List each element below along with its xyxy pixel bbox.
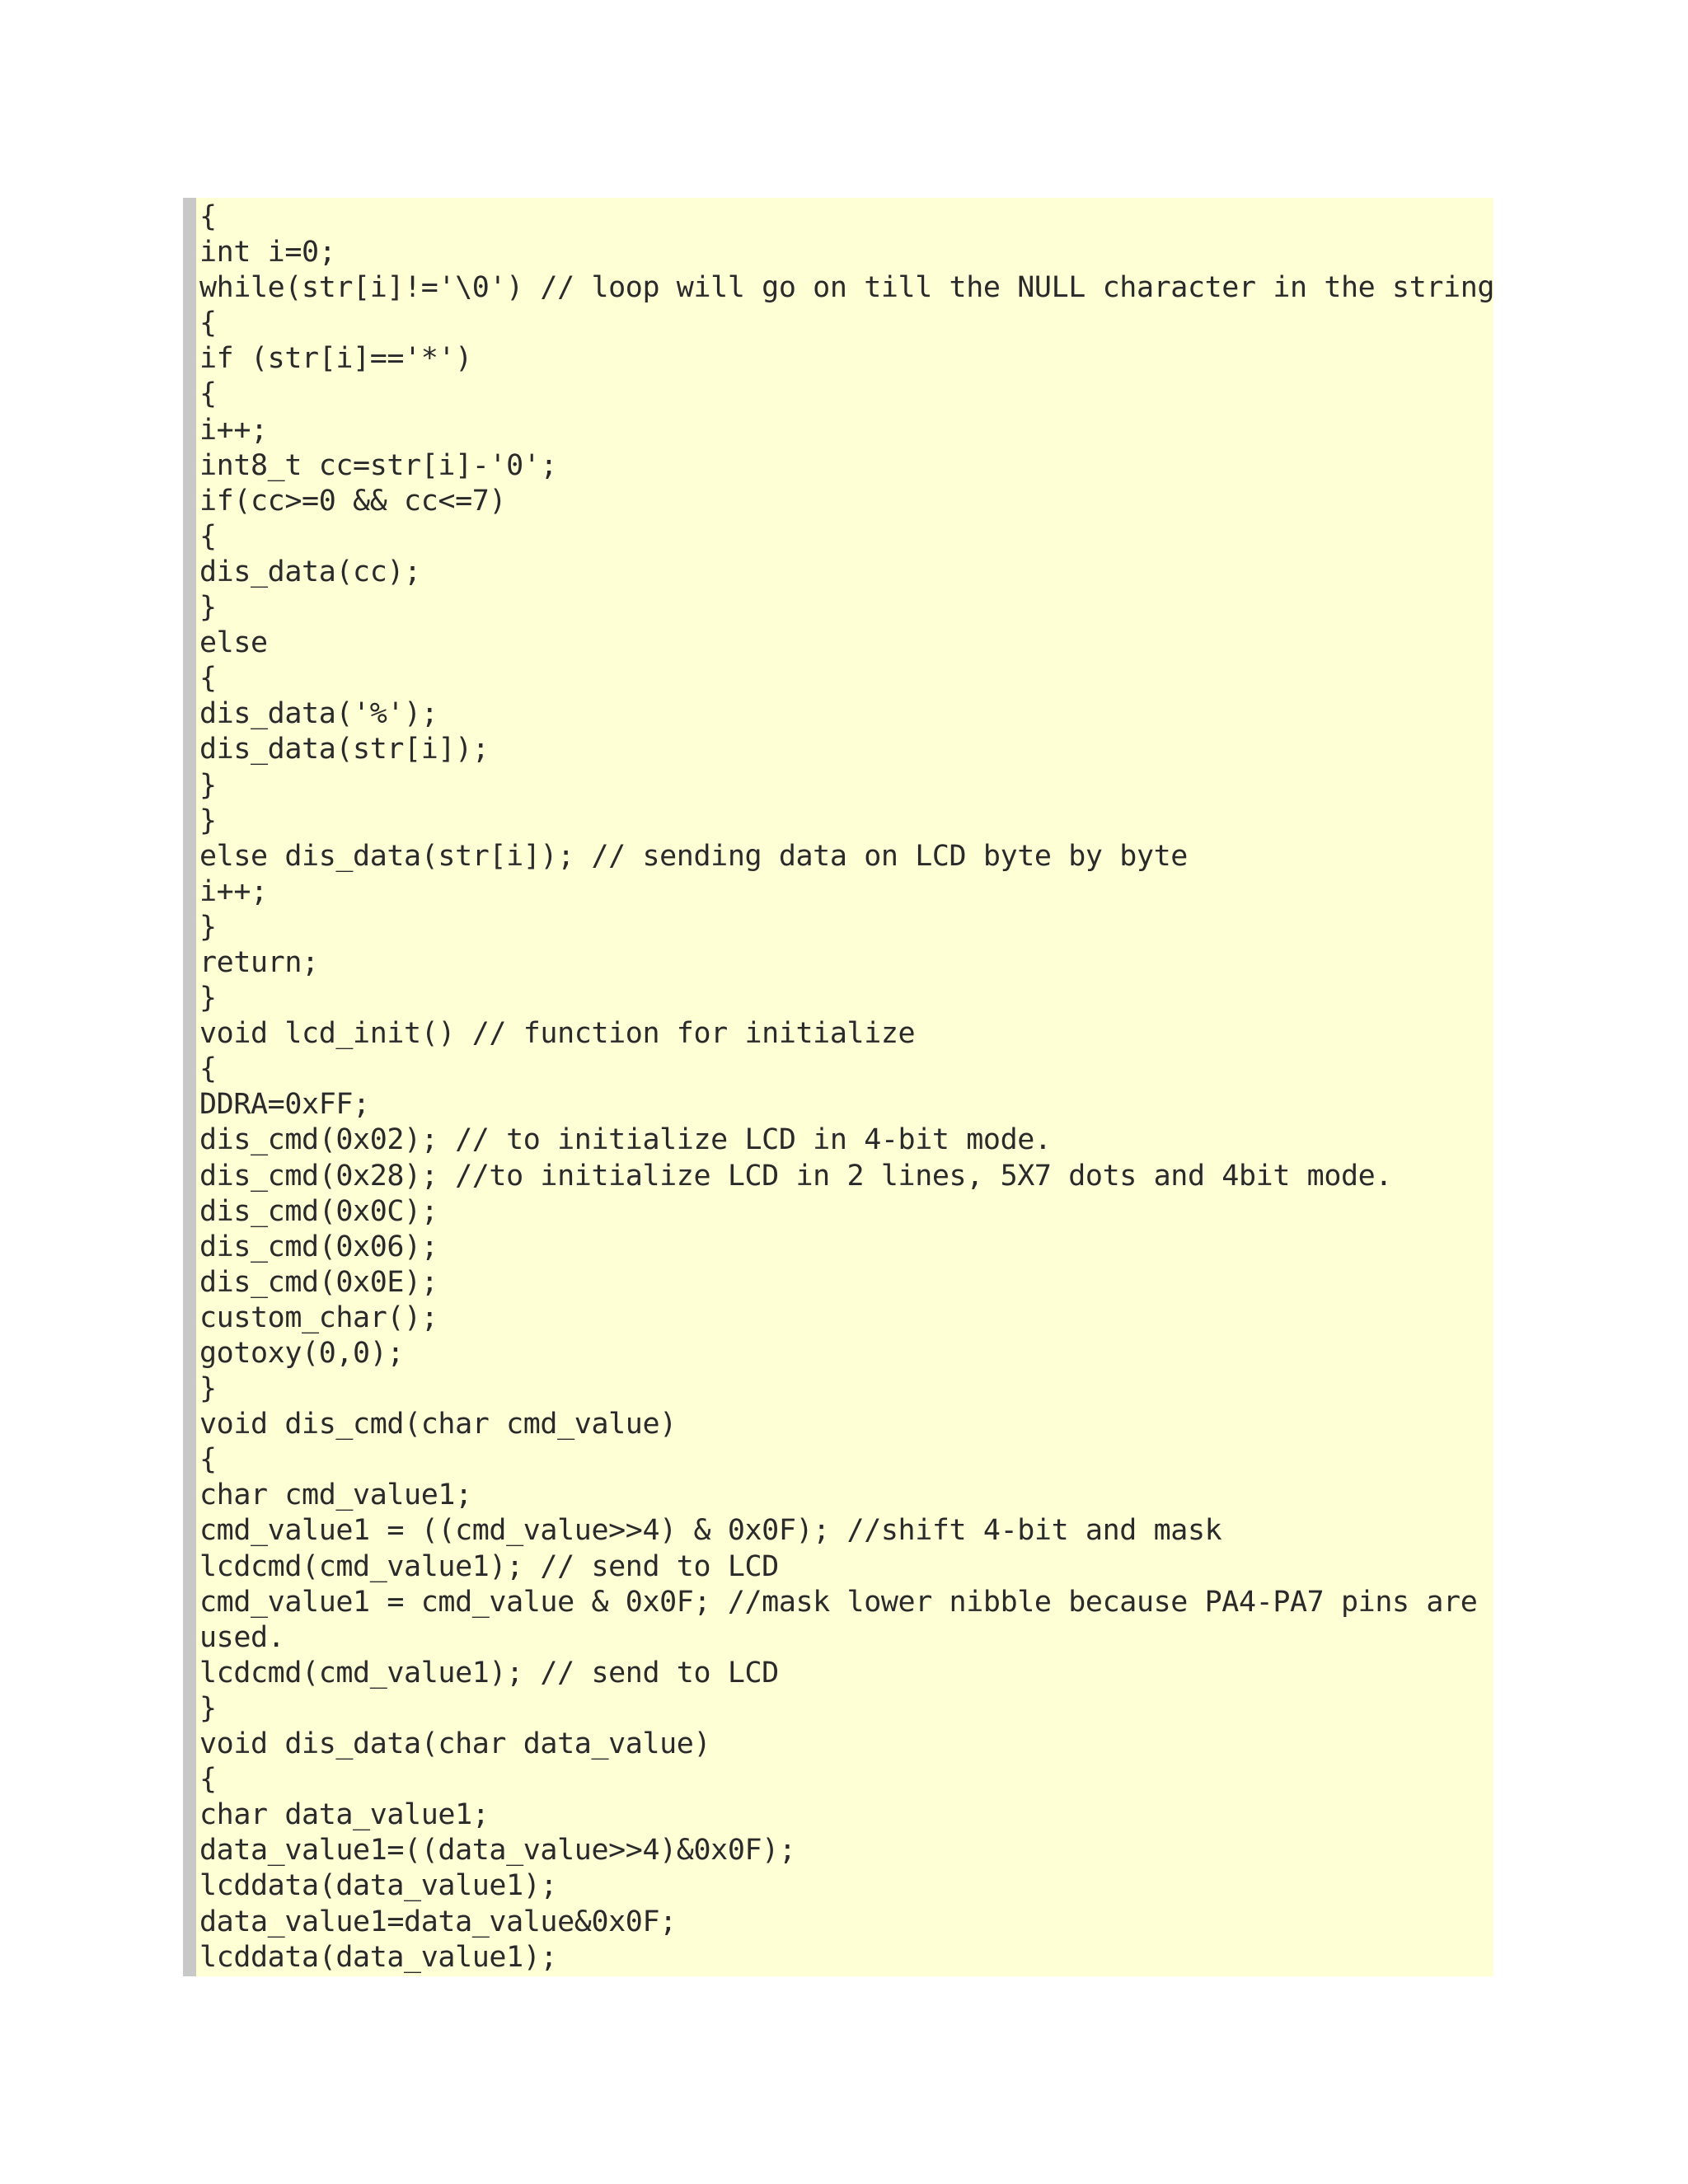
code-block xyxy=(183,198,1493,1976)
code-line: { xyxy=(199,1443,217,1477)
code-line: DDRA=0xFF; xyxy=(199,1088,370,1122)
code-line: lcdcmd(cmd_value1); // send to LCD xyxy=(199,1549,779,1583)
code-line: custom_char(); xyxy=(199,1301,438,1334)
code-line: return; xyxy=(199,945,319,979)
code-line: } xyxy=(199,982,217,1015)
code-line: while(str[i]!='\0') // loop will go on till the NULL character in the string xyxy=(199,271,1495,305)
code-line: lcddata(data_value1); xyxy=(199,1940,558,1974)
code-line: } xyxy=(199,768,217,802)
code-line: else dis_data(str[i]); // sending data on LCD byte by byte xyxy=(199,839,1188,873)
code-line: } xyxy=(199,591,217,625)
code-line: void dis_cmd(char cmd_value) xyxy=(199,1408,677,1441)
code-line: dis_cmd(0x0C); xyxy=(199,1194,438,1228)
code-line: i++; xyxy=(199,413,268,447)
code-line: if(cc>=0 && cc<=7) xyxy=(199,484,507,518)
code-line: void lcd_init() // function for initialize xyxy=(199,1017,916,1051)
code-line: char data_value1; xyxy=(199,1798,490,1832)
code-line: lcdcmd(cmd_value1); // send to LCD xyxy=(199,1656,779,1690)
code-line: dis_data('%'); xyxy=(199,697,438,731)
code-line: { xyxy=(199,200,217,233)
code-line: if (str[i]=='*') xyxy=(199,342,472,376)
code-line: { xyxy=(199,662,217,696)
code-line: dis_cmd(0x06); xyxy=(199,1230,438,1263)
code-line: } xyxy=(199,804,217,837)
code-line: dis_cmd(0x28); //to initialize LCD in 2 lines, 5X7 dots and 4bit mode. xyxy=(199,1159,1393,1193)
code-line: i++; xyxy=(199,874,268,908)
code-line: cmd_value1 = cmd_value & 0x0F; //mask lower nibble because PA4-PA7 pins are xyxy=(199,1585,1478,1619)
code-line: gotoxy(0,0); xyxy=(199,1337,405,1370)
code-line: { xyxy=(199,1763,217,1797)
code-line: { xyxy=(199,307,217,340)
code-line: dis_data(str[i]); xyxy=(199,733,490,766)
code-line: lcddata(data_value1); xyxy=(199,1869,558,1903)
code-line: int i=0; xyxy=(199,236,336,269)
code-line: cmd_value1 = ((cmd_value>>4) & 0x0F); //shift 4-bit and mask xyxy=(199,1514,1222,1548)
code-line: { xyxy=(199,519,217,553)
code-line: } xyxy=(199,910,217,944)
code-line: } xyxy=(199,1691,217,1725)
code-line: dis_cmd(0x0E); xyxy=(199,1265,438,1299)
code-line: char cmd_value1; xyxy=(199,1479,472,1512)
code-line: data_value1=((data_value>>4)&0x0F); xyxy=(199,1834,796,1868)
code-line: { xyxy=(199,377,217,411)
code-line: { xyxy=(199,1052,217,1086)
code-line: int8_t cc=str[i]-'0'; xyxy=(199,448,558,482)
code-line: void dis_data(char data_value) xyxy=(199,1727,711,1761)
code-line: data_value1=data_value&0x0F; xyxy=(199,1905,677,1938)
code-line: used. xyxy=(199,1620,285,1654)
code-line: dis_cmd(0x02); // to initialize LCD in 4-bit mode. xyxy=(199,1123,1052,1157)
code-line: } xyxy=(199,1372,217,1406)
code-line: else xyxy=(199,626,268,660)
code-line: dis_data(cc); xyxy=(199,555,421,588)
